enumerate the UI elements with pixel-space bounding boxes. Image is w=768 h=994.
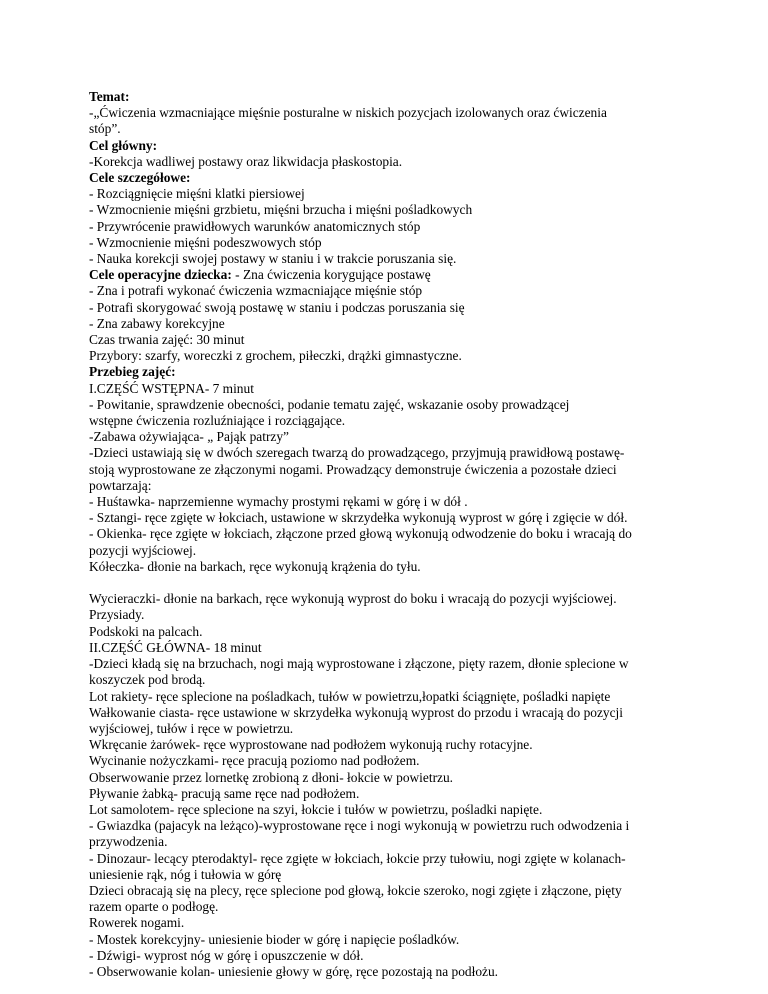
main-exercise-line: - Gwiazdka (pajacyk na leżąco)-wyprostowane ręce i nogi wykonują w powietrzu ruch odwodzenia i <box>89 818 630 834</box>
intro-text-line: - Powitanie, sprawdzenie obecności, podanie tematu zajęć, wskazanie osoby prowadzącej <box>89 396 570 412</box>
equipment-text: Przybory: szarfy, woreczki z grochem, piłeczki, drążki gimnastyczne. <box>89 348 462 364</box>
operational-goal-item: - Zna i potrafi wykonać ćwiczenia wzmacniające mięśnie stóp <box>89 283 423 299</box>
heading-temat: Temat: <box>89 89 130 104</box>
main-exercise-line: koszyczek pod brodą. <box>89 672 206 688</box>
main-exercise-line: uniesienie rąk, nóg i tułowia w górę <box>89 866 282 882</box>
operational-goals-line <box>89 267 689 283</box>
section-intro-title: I.CZĘŚĆ WSTĘPNA- 7 minut <box>89 380 254 396</box>
operational-goal-item: - Potrafi skorygować swoją postawę w staniu i podczas poruszania się <box>89 299 465 315</box>
intro-text-line: wstępne ćwiczenia rozluźniające i rozciągające. <box>89 413 346 429</box>
section-main-title: II.CZĘŚĆ GŁÓWNA- 18 minut <box>89 639 262 655</box>
main-exercise-line: Rowerek nogami. <box>89 915 185 931</box>
detailed-goal-item: - Rozciągnięcie mięśni klatki piersiowej <box>89 186 305 202</box>
document-page <box>89 89 689 980</box>
intro-text-line: -Zabawa ożywiająca- „ Pająk patrzy” <box>89 429 289 445</box>
topic-text-line-2: stóp”. <box>89 121 121 137</box>
intro-exercise-item: Przysiady. <box>89 607 145 623</box>
intro-exercise-item: - Okienka- ręce zgięte w łokciach, złączone przed głową wykonują odwodzenie do boku i wracają do <box>89 526 632 542</box>
main-exercise-line: Lot rakiety- ręce splecione na pośladkach, tułów w powietrzu,łopatki ściągnięte, pośladki napięte <box>89 688 611 704</box>
intro-exercise-item: Wycieraczki- dłonie na barkach, ręce wykonują wyprost do boku i wracają do pozycji wyjściowej. <box>89 591 617 607</box>
intro-text-line: stoją wyprostowane ze złączonymi nogami. Prowadzący demonstruje ćwiczenia a pozostałe dzieci <box>89 461 617 477</box>
main-exercise-line: Dzieci obracają się na plecy, ręce splecione pod głową, łokcie szeroko, nogi zgięte i złączone, pięty <box>89 882 622 898</box>
main-exercise-line: - Mostek korekcyjny- uniesienie bioder w górę i napięcie pośladków. <box>89 931 460 947</box>
heading-przebieg-zajec: Przebieg zajęć: <box>89 364 176 380</box>
intro-text-line: powtarzają: <box>89 477 152 493</box>
main-exercise-line: Wycinanie nożyczkami- ręce pracują poziomo nad podłożem. <box>89 753 420 769</box>
detailed-goal-item: - Przywrócenie prawidłowych warunków anatomicznych stóp <box>89 218 421 234</box>
detailed-goal-item: - Wzmocnienie mięśni grzbietu, mięśni brzucha i mięśni pośladkowych <box>89 202 473 218</box>
main-exercise-line: - Obserwowanie kolan- uniesienie głowy w górę, ręce pozostają na podłożu. <box>89 963 499 979</box>
operational-goal-item: - Zna ćwiczenia korygujące postawę <box>231 267 431 283</box>
main-exercise-line: Wałkowanie ciasta- ręce ustawione w skrzydełka wykonują wyprost do przodu i wracają do pozycji <box>89 704 623 720</box>
intro-text-line: -Dzieci ustawiają się w dwóch szeregach twarzą do prowadzącego, przyjmują prawidłową postawę- <box>89 445 625 461</box>
main-goal-text: -Korekcja wadliwej postawy oraz likwidacja płaskostopia. <box>89 153 403 169</box>
heading-cel-glowny: Cel główny: <box>89 137 158 153</box>
main-exercise-line: przywodzenia. <box>89 834 168 850</box>
main-exercise-line: Pływanie żabką- pracują same ręce nad podłożem. <box>89 785 360 801</box>
intro-exercise-item: - Huśtawka- naprzemienne wymachy prostymi rękami w górę i w dół . <box>89 494 468 510</box>
topic-text-line-1: -„Ćwiczenia wzmacniające mięśnie posturalne w niskich pozycjach izolowanych oraz ćwiczenia <box>89 105 607 121</box>
main-exercise-line: Obserwowanie przez lornetkę zrobioną z dłoni- łokcie w powietrzu. <box>89 769 454 785</box>
main-exercise-line: Wkręcanie żarówek- ręce wyprostowane nad podłożem wykonują ruchy rotacyjne. <box>89 737 533 753</box>
intro-exercise-item: pozycji wyjściowej. <box>89 542 197 558</box>
intro-exercise-item: Kółeczka- dłonie na barkach, ręce wykonują krążenia do tyłu. <box>89 558 421 574</box>
detailed-goal-item: - Nauka korekcji swojej postawy w staniu i w trakcie poruszania się. <box>89 251 457 267</box>
operational-goal-item: - Zna zabawy korekcyjne <box>89 315 225 331</box>
main-exercise-line: - Dźwigi- wyprost nóg w górę i opuszczenie w dół. <box>89 947 364 963</box>
main-exercise-line: wyjściowej, tułów i ręce w powietrzu. <box>89 720 294 736</box>
intro-exercise-item: - Sztangi- ręce zgięte w łokciach, ustawione w skrzydełka wykonują wyprost w górę i zgięcie w dół. <box>89 510 628 526</box>
main-exercise-line: Lot samolotem- ręce splecione na szyi, łokcie i tułów w powietrzu, pośladki napięte. <box>89 801 543 817</box>
main-exercise-line: - Dinozaur- lecący pterodaktyl- ręce zgięte w łokciach, łokcie przy tułowiu, nogi zgięte w kolanach- <box>89 850 626 866</box>
main-exercise-line: -Dzieci kładą się na brzuchach, nogi mają wyprostowane i złączone, pięty razem, dłonie splecione w <box>89 656 629 672</box>
main-exercise-line: razem oparte o podłogę. <box>89 899 219 915</box>
intro-exercise-item: Podskoki na palcach. <box>89 623 203 639</box>
duration-text: Czas trwania zajęć: 30 minut <box>89 332 245 348</box>
heading-cele-szczegolowe: Cele szczegółowe: <box>89 170 191 186</box>
detailed-goal-item: - Wzmocnienie mięśni podeszwowych stóp <box>89 234 322 250</box>
paragraph-gap <box>89 575 689 591</box>
heading-cele-operacyjne: Cele operacyjne dziecka: <box>89 267 232 283</box>
